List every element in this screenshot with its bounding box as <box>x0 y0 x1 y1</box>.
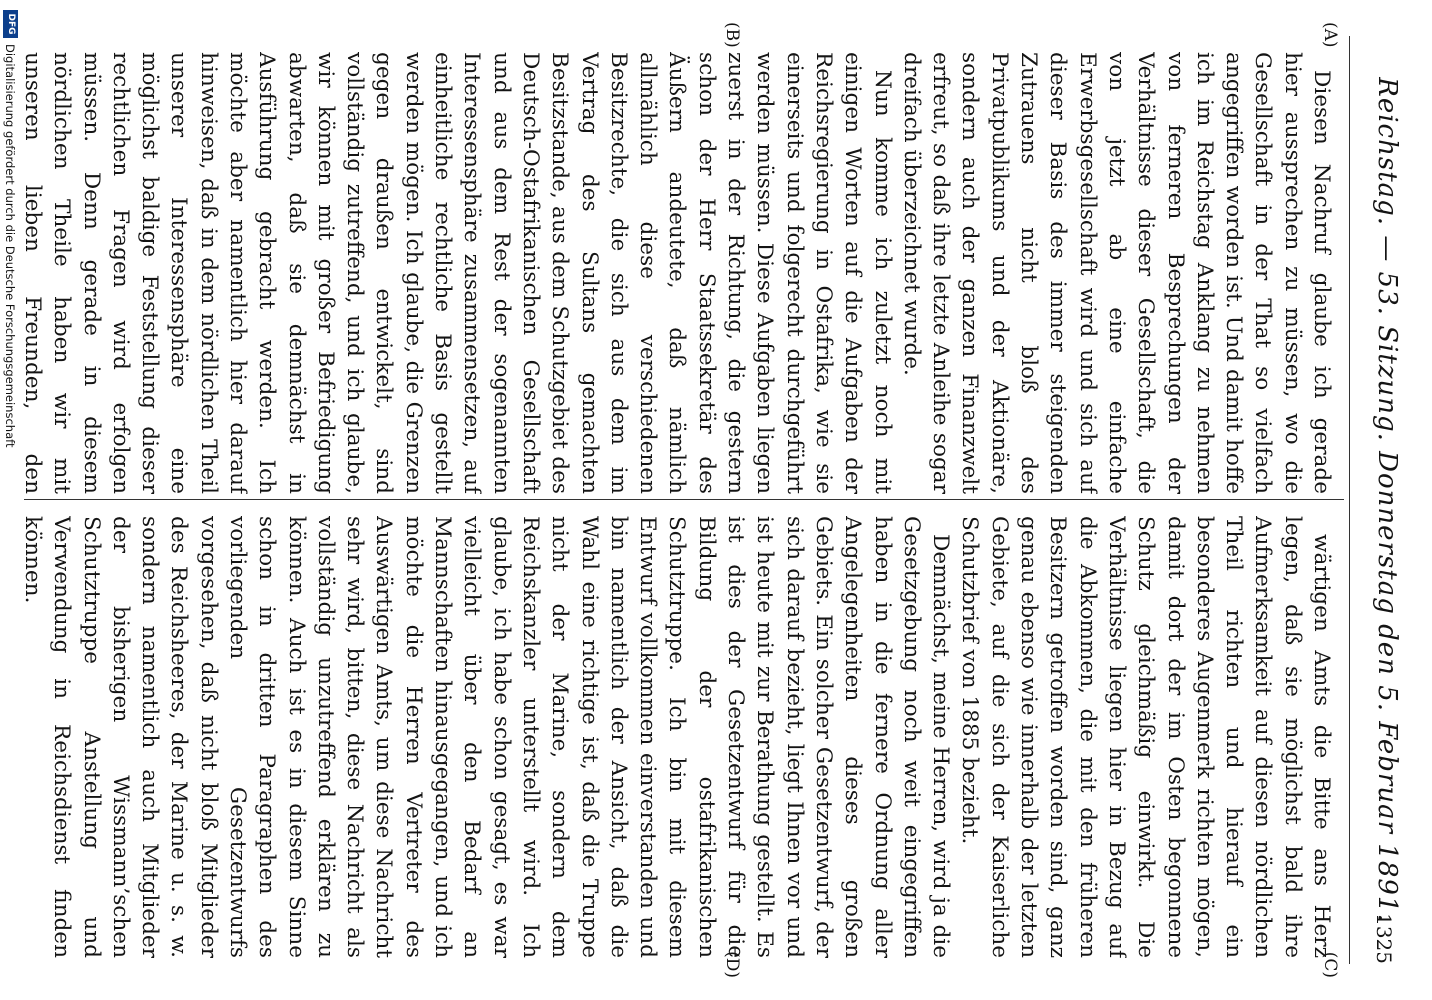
column-mark-d: (D) <box>722 951 742 978</box>
paragraph: Diesen Nachruf glaube ich gerade hier aussprechen zu müssen, wo die Gesellschaft in der That so vielfach angegriffen worden ist. Und damit hoffe ich im Reichstag Anklang zu nehmen von ferneren Besprechungen der Verhältnisse dieser Gesellschaft, die von jetzt ab eine einfache Erwerbsgesellschaft wird und sich auf dieser Basis des immer steigenden Zutrauens nicht bloß des Privatpublikums und der Aktionäre, sondern auch der ganzen Finanzwelt erfreut, so daß ihre letzte Anleihe sogar dreifach überzeichnet wurde. <box>898 52 1334 494</box>
dfg-logo: DFG <box>3 10 18 38</box>
column-mark-a: (A) <box>1320 22 1340 48</box>
page-number: 1325 <box>1372 913 1396 964</box>
paragraph: wärtigen Amts die Bitte ans Herz legen, daß sie möglichst bald ihre Aufmerksamkeit auf diesen nördlichen Theil richten und hierauf ein besonderes Augenmerk richten mögen, damit dort der im Osten begonnene Schutz gleichmäßig einwirkt. Die Verhältnisse liegen hier in Bezug auf die Abkommen, die mit den früheren Besitzern getroffen worden sind, ganz genau ebenso wie innerhalb der letzten Gebiete, auf die sich der Kaiserliche Schutzbrief von 1885 bezieht. <box>957 516 1334 958</box>
right-text-column <box>14 516 1336 958</box>
column-divider <box>24 499 1344 500</box>
digitization-footer <box>0 10 20 990</box>
left-text-column <box>14 52 1336 494</box>
paragraph: Nun komme ich zuletzt noch mit einigen Worten auf die Aufgaben der Reichsregierung in Ostafrika, wie sie einerseits und folgerecht durchgeführt werden müssen. Diese Aufgaben liegen zuerst in der Richtung, die gestern schon der Herr Staatssekretär des Äußern andeutete, daß nämlich allmählich diese verschiedenen Besitzrechte, die sich aus dem im Vertrag des Sultans gemachten Besitzstande, aus dem Schutzgebiet des Deutsch-Ostafrikanischen Gesellschaft und aus dem Rest der sogenannten Interessensphäre zusammensetzen, auf einheitliche rechtliche Basis gestellt werden mögen. Ich glaube, die Grenzen gegen draußen entwickelt, sind vollständig zutreffend, und ich glaube, wir können mit großer Befriedigung abwarten, daß sie demnächst in Ausführung gebracht werden. Ich möchte aber namentlich hier darauf hinweisen, daß in dem nördlichen Theil unserer Interessensphäre eine möglichst baldige Feststellung dieser rechtlichen Fragen wird erfolgen müssen. Denn gerade in diesem nördlichen Theile haben wir mit unseren lieben Freunden, den <box>19 52 895 494</box>
funding-note: Digitalisierung gefördert durch die Deutsche Forschungsgemeinschaft <box>3 44 17 448</box>
running-title: Reichstag. — 53. Sitzung. Donnerstag den 5. Februar 1891. <box>1372 77 1402 923</box>
page-header <box>1349 36 1410 964</box>
paragraph: Demnächst, meine Herren, wird ja die Gesetzgebung noch weit eingegriffen haben in die fernere Ordnung aller Angelegenheiten dieses großen Gebiets. Ein solcher Gesetzentwurf, der sich darauf bezieht, liegt Ihnen vor und ist heute mit zur Berathung gestellt. Es ist dies der Gesetzentwurf für die Bildung der ostafrikanischen Schutztruppe. Ich bin mit diesem Entwurf vollkommen einverstanden und bin namentlich der Ansicht, daß die Wahl eine richtige ist, daß die Truppe nicht der Marine, sondern dem Reichskanzler unterstellt wird. Ich glaube, ich habe schon gesagt, es war vielleicht über den Bedarf an Mannschaften hinausgegangen, und ich möchte die Herren Vertreter des Auswärtigen Amts, um diese Nachricht sehr wird, bitten, diese Nachricht als vollständig unzutreffend erklären zu können. Auch ist es in diesem Sinne schon in dritten Paragraphen des vorliegenden Gesetzentwurfs vorgesehen, daß nicht bloß Mitglieder des Reichsheeres, der Marine u. s. w. sondern namentlich auch Mitglieder der bisherigen Wissmann’schen Schutztruppe Anstellung und Verwendung in Reichsdienst finden können. <box>19 516 954 958</box>
column-mark-b: (B) <box>722 22 742 48</box>
column-mark-c: (C) <box>1320 951 1340 978</box>
